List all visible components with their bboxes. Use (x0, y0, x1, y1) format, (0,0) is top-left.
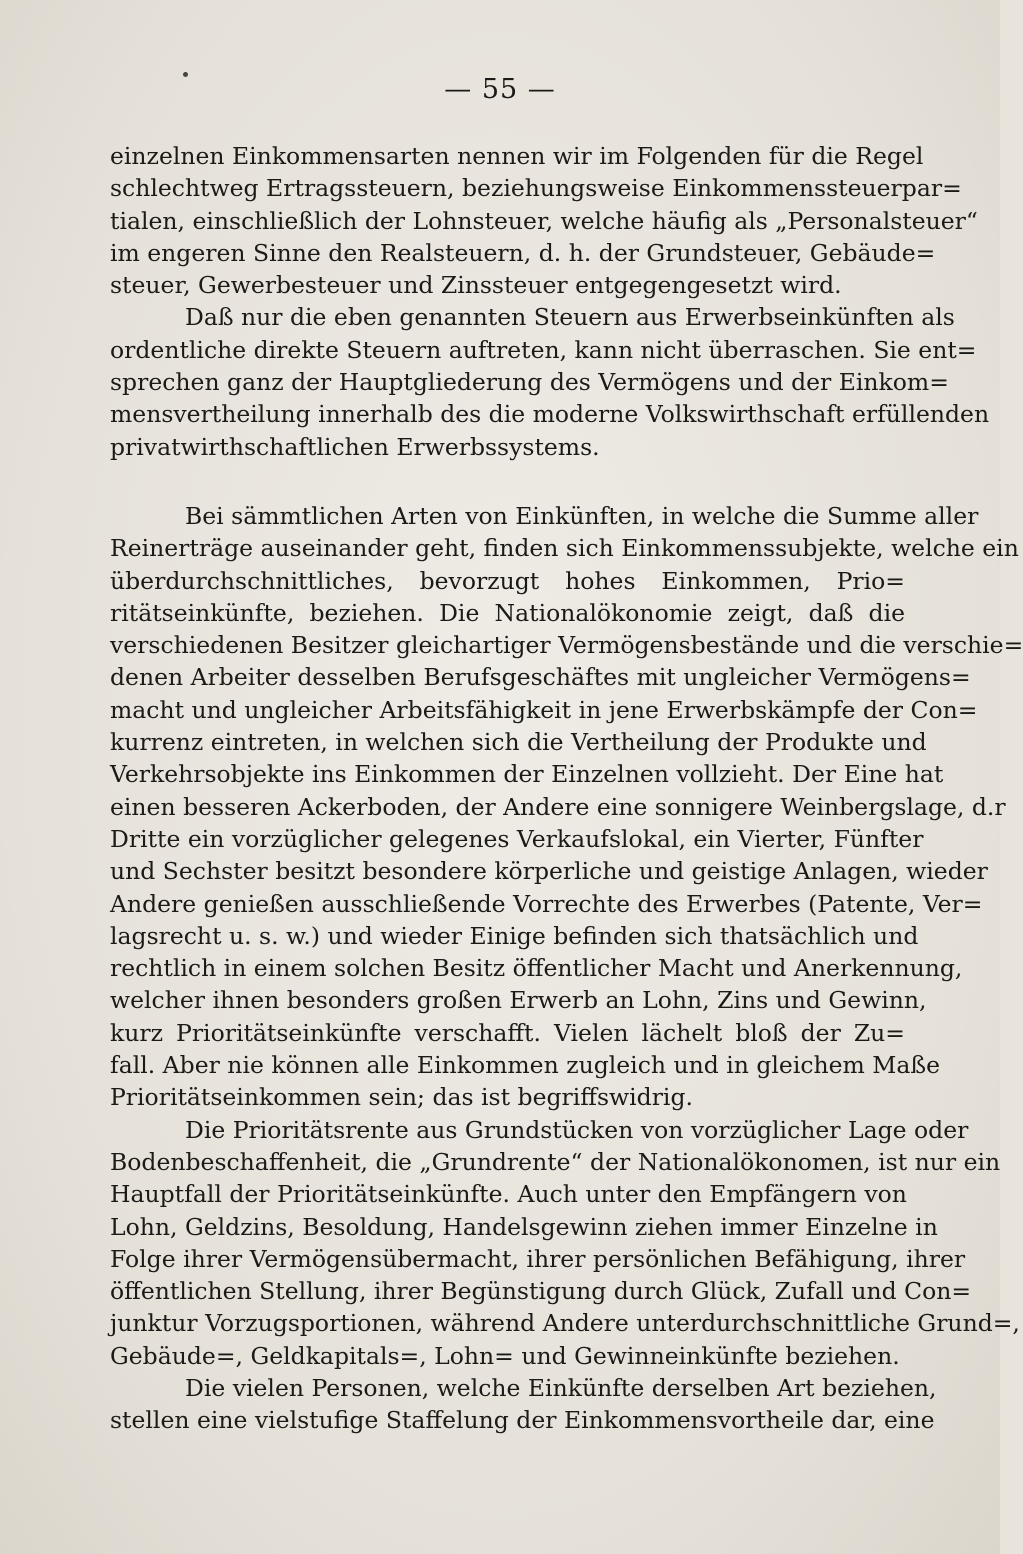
text-line: sprechen ganz der Hauptgliederung des Vermögens und der Einkom= (110, 368, 949, 397)
body-text (110, 140, 1023, 1437)
page-number: — 55 — (444, 74, 556, 105)
text-line: Reinerträge auseinander geht, finden sich Einkommenssubjekte, welche ein (110, 534, 1019, 563)
text-line: Verkehrsobjekte ins Einkommen der Einzelnen vollzieht. Der Eine hat (110, 760, 944, 789)
text-line: Andere genießen ausschließende Vorrechte des Erwerbes (Patente, Ver= (110, 889, 983, 918)
text-line: Gebäude=, Geldkapitals=, Lohn= und Gewinneinkünfte beziehen. (110, 1341, 900, 1370)
paragraph (110, 1372, 937, 1437)
text-line: fall. Aber nie können alle Einkommen zugleich und in gleichem Maße (110, 1051, 940, 1080)
text-line: ritätseinkünfte, beziehen. Die Nationalökonomie zeigt, daß die (110, 598, 905, 627)
text-line: verschiedenen Besitzer gleichartiger Vermögensbestände und die verschie= (110, 631, 1023, 660)
text-line: überdurchschnittliches, bevorzugt hohes Einkommen, Prio= (110, 566, 905, 595)
text-line: mensvertheilung innerhalb des die moderne Volkswirthschaft erfüllenden (110, 400, 990, 429)
text-line: Daß nur die eben genannten Steuern aus Erwerbseinkünften als (185, 303, 955, 332)
text-line: Bodenbeschaffenheit, die „Grundrente“ der Nationalökonomen, ist nur ein (110, 1147, 1001, 1176)
text-line: kurz Prioritätseinkünfte verschafft. Vielen lächelt bloß der Zu= (110, 1018, 905, 1047)
paragraph-gap (110, 463, 905, 500)
text-line: einen besseren Ackerboden, der Andere eine sonnigere Weinbergslage, d.r (110, 792, 1006, 821)
text-line: Folge ihrer Vermögensübermacht, ihrer persönlichen Befähigung, ihrer (110, 1244, 966, 1273)
text-line: ordentliche direkte Steuern auftreten, kann nicht überraschen. Sie ent= (110, 335, 977, 364)
text-line: Die vielen Personen, welche Einkünfte derselben Art beziehen, (185, 1373, 937, 1402)
text-line: schlechtweg Ertragssteuern, beziehungsweise Einkommenssteuerpar= (110, 174, 962, 203)
text-line: stellen eine vielstufige Staffelung der Einkommensvortheile dar, eine (110, 1406, 935, 1435)
text-line: welcher ihnen besonders großen Erwerb an Lohn, Zins und Gewinn, (110, 986, 927, 1015)
text-line: privatwirthschaftlichen Erwerbssystems. (110, 432, 600, 461)
text-line: rechtlich in einem solchen Besitz öffentlicher Macht und Anerkennung, (110, 954, 963, 983)
paragraph (110, 140, 978, 301)
text-line: Hauptfall der Prioritätseinkünfte. Auch unter den Empfängern von (110, 1180, 907, 1209)
text-line: öffentlichen Stellung, ihrer Begünstigung durch Glück, Zufall und Con= (110, 1277, 972, 1306)
text-line: Die Prioritätsrente aus Grundstücken von vorzüglicher Lage oder (185, 1115, 969, 1144)
text-line: und Sechster besitzt besondere körperliche und geistige Anlagen, wieder (110, 857, 988, 886)
paragraph (110, 1114, 1020, 1372)
text-line: lagsrecht u. s. w.) und wieder Einige befinden sich thatsächlich und (110, 921, 919, 950)
text-line: Lohn, Geldzins, Besoldung, Handelsgewinn ziehen immer Einzelne in (110, 1212, 938, 1241)
text-line: denen Arbeiter desselben Berufsgeschäftes mit ungleicher Vermögens= (110, 663, 971, 692)
text-line: tialen, einschließlich der Lohnsteuer, welche häufig als „Personalsteuer“ (110, 206, 978, 235)
text-line: macht und ungleicher Arbeitsfähigkeit in jene Erwerbskämpfe der Con= (110, 695, 978, 724)
paragraph (110, 301, 990, 462)
text-line: junktur Vorzugsportionen, während Andere unterdurchschnittliche Grund=, (110, 1309, 1020, 1338)
text-line: Dritte ein vorzüglicher gelegenes Verkaufslokal, ein Vierter, Fünfter (110, 824, 924, 853)
paragraph (110, 500, 1023, 1114)
text-line: steuer, Gewerbesteuer und Zinssteuer entgegengesetzt wird. (110, 271, 842, 300)
text-line: Prioritätseinkommen sein; das ist begriffswidrig. (110, 1083, 693, 1112)
text-line: kurrenz eintreten, in welchen sich die Vertheilung der Produkte und (110, 728, 927, 757)
text-line: einzelnen Einkommensarten nennen wir im Folgenden für die Regel (110, 142, 924, 170)
text-line: Bei sämmtlichen Arten von Einkünften, in welche die Summe aller (185, 501, 979, 530)
text-line: im engeren Sinne den Realsteuern, d. h. der Grundsteuer, Gebäude= (110, 238, 936, 267)
